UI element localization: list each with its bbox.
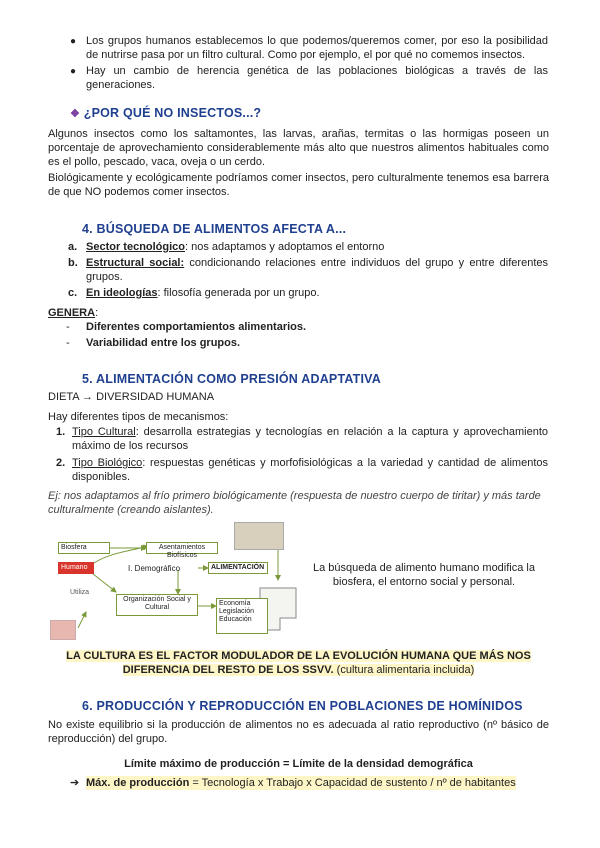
diagram-box-alimentacion: ALIMENTACIÓN — [208, 562, 268, 574]
mechanisms-intro: Hay diferentes tipos de mecanismos: — [48, 411, 229, 423]
insects-heading: ❖ ¿POR QUÉ NO INSECTOS...? — [70, 106, 262, 120]
section-6-heading: 6. PRODUCCIÓN Y REPRODUCCIÓN EN POBLACIONES DE HOMÍNIDOS — [82, 699, 523, 713]
dash-bullet: - — [66, 337, 70, 349]
diagram-caption: La búsqueda de alimento humano modifica la biosfera, el entorno social y personal. — [313, 562, 535, 588]
list-item: Tipo Cultural: desarrolla estrategias y tecnologías en relación a la captura y aprovechamiento máximo de los recursos — [72, 426, 549, 452]
section-5-heading: 5. ALIMENTACIÓN COMO PRESIÓN ADAPTATIVA — [82, 372, 382, 386]
insects-paragraph-1: Algunos insectos como los saltamontes, las larvas, arañas, termitas o las hormigas poseen un porcentaje de aprovechamiento considerablemente más alto que nuestros alimentos habituales como es el pollo, pescado, vaca, oveja o un cerdo. — [48, 128, 549, 168]
example-text: Ej: nos adaptamos al frío primero biológicamente (respuesta de nuestro cuerpo de tiritar) y más tarde culturalmente (creando aislantes). — [48, 490, 541, 516]
food-diagram — [48, 522, 298, 640]
bullet-text: Los grupos humanos establecemos lo que podemos/queremos comer, por eso la posibilidad de nutrirse pasa por un filtro cultural. Como por ejemplo, el por qué no comemos insectos. — [86, 35, 548, 61]
list-item: Estructural social: condicionando relaciones entre individuos del grupo y entre diferentes grupos. — [86, 257, 548, 283]
diagram-box-economia: Economía Legislación Educación — [216, 598, 268, 634]
diamond-icon: ❖ — [70, 108, 81, 120]
culture-highlight: LA CULTURA ES EL FACTOR MODULADOR DE LA EVOLUCIÓN HUMANA QUE MÁS NOS DIFERENCIA DEL RESTO DE LOS SSVV. (cultura alimentaria incluida) — [66, 650, 531, 676]
max-production-line: Máx. de producción = Tecnología x Trabajo x Capacidad de sustento / nº de habitantes — [86, 777, 516, 789]
bullet-dot: ● — [70, 36, 77, 47]
diagram-box-humano: Humano — [58, 562, 94, 574]
bullet-dot: ● — [70, 66, 77, 77]
genera-item: Variabilidad entre los grupos. — [86, 337, 241, 349]
arrow-icon: ➔ — [70, 777, 80, 789]
list-item: Tipo Biológico: respuestas genéticas y morfofisiológicas a la variedad y cantidad de alimentos disponibles. — [72, 457, 549, 483]
list-marker: b. — [68, 257, 78, 269]
diagram-box-biosfera: Biosfera — [58, 542, 110, 554]
genera-item: Diferentes comportamientos alimentarios. — [86, 321, 307, 333]
list-marker: 1. — [56, 426, 66, 438]
list-item: En ideologías: filosofía generada por un grupo. — [86, 287, 320, 299]
list-marker: 2. — [56, 457, 66, 469]
list-marker: a. — [68, 241, 78, 253]
bullet-text: Hay un cambio de herencia genética de las poblaciones biológicas a través de las generaciones. — [86, 65, 548, 91]
section-4-heading: 4. BÚSQUEDA DE ALIMENTOS AFECTA A... — [82, 222, 347, 236]
dash-bullet: - — [66, 321, 70, 333]
hand-image — [50, 620, 76, 640]
diagram-box-organizacion: Organización Social y Cultural — [116, 594, 198, 616]
dieta-line: DIETA → DIVERSIDAD HUMANA — [48, 391, 215, 403]
list-marker: c. — [68, 287, 78, 299]
genera-label: GENERA: — [48, 307, 99, 319]
photo-image — [234, 522, 284, 550]
diagram-label-demografico: I. Demográfico — [128, 564, 181, 573]
diagram-label-utiliza: Utiliza — [70, 589, 90, 596]
insects-paragraph-2: Biológicamente y ecológicamente podríamos comer insectos, pero culturalmente tenemos esa barrera de que NO podemos comer insectos. — [48, 172, 549, 198]
formula-line: Límite máximo de producción = Límite de la densidad demográfica — [124, 758, 473, 770]
section-6-paragraph: No existe equilibrio si la producción de alimentos no es adecuada al ratio reproductivo (nº básico de reproducción) del grupo. — [48, 719, 549, 745]
list-item: Sector tecnológico: nos adaptamos y adoptamos el entorno — [86, 241, 385, 253]
diagram-box-asentamientos: Asentamientos Biofísicos — [146, 542, 218, 554]
